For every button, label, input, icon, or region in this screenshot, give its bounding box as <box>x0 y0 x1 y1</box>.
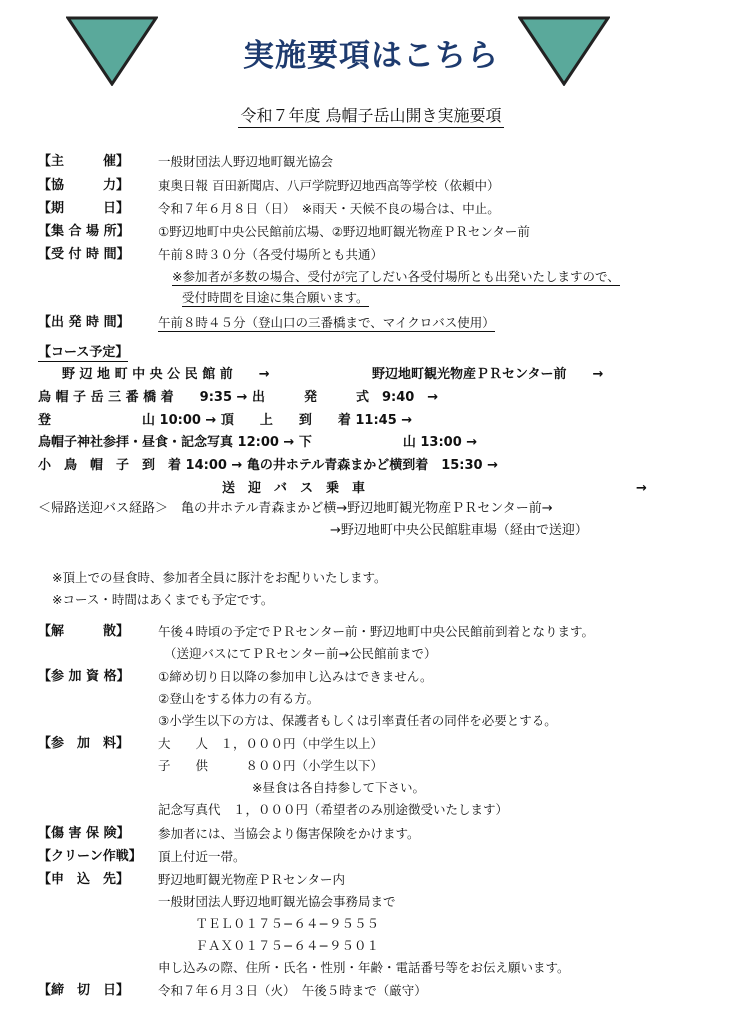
label-qualification: 【参 加 資 格】 <box>38 669 130 684</box>
course-heading: 【コース予定】 <box>38 345 129 360</box>
value-reception-time: 午前８時３０分（各受付場所とも共通） <box>158 247 384 262</box>
value-cooperation: 東奥日報 百田新聞店、八戸学院野辺地西高等学校（依頼中） <box>158 178 500 193</box>
value-meeting-place: ①野辺地町中央公民館前広場、②野辺地町観光物産ＰＲセンター前 <box>158 224 530 239</box>
qualification-3: ③小学生以下の方は、保護者もしくは引率責任者の同伴を必要とする。 <box>158 713 557 728</box>
reception-note-2: 受付時間を目途に集合願います。 <box>182 290 369 305</box>
course-row-6b: → <box>636 481 647 496</box>
banner-heading: 実施要項はこちら <box>243 38 499 74</box>
label-reception-time: 【受 付 時 間】 <box>38 247 130 262</box>
label-insurance: 【傷 害 保 険】 <box>38 826 130 841</box>
course-row-3: 登 山 10:00 → 頂 上 到 着 11:45 → <box>38 413 413 428</box>
course-row-5: 小 鳥 帽 子 到 着 14:00 → 亀の井ホテル青森まかど横到着 15:30 → <box>38 458 498 473</box>
apply-fax: ＦＡＸ０１７５−６４−９５０１ <box>158 938 379 953</box>
course-row-1b: 野辺地町観光物産ＰＲセンター前 → <box>372 367 604 382</box>
qualification-1: ①締め切り日以降の参加申し込みはできません。 <box>158 669 433 684</box>
value-dissolve-1: 午後４時頃の予定でＰＲセンター前・野辺地町中央公民館前到着となります。 <box>158 624 595 639</box>
note-2: ※コース・時間はあくまでも予定です。 <box>52 592 274 607</box>
note-1: ※頂上での昼食時、参加者全員に豚汁をお配りいたします。 <box>52 570 387 585</box>
label-dissolve: 【解 散】 <box>38 624 130 639</box>
apply-line-2: 一般財団法人野辺地町観光協会事務局まで <box>158 894 396 909</box>
value-dissolve-2: （送迎バスにてＰＲセンター前→公民館前まで） <box>164 646 437 661</box>
value-insurance: 参加者には、当協会より傷害保険をかけます。 <box>158 826 420 841</box>
fee-photo: 記念写真代 １，０００円（希望者のみ別途徴受いたします） <box>158 802 509 817</box>
value-departure-time: 午前８時４５分（登山口の三番橋まで、マイクロバス使用） <box>158 315 495 330</box>
label-meeting-place: 【集 合 場 所】 <box>38 224 130 239</box>
course-row-4: 烏帽子神社参拝・昼食・記念写真 12:00 → 下 山 13:00 → <box>38 435 478 450</box>
label-date: 【期 日】 <box>38 201 130 216</box>
label-clean-campaign: 【クリーン作戦】 <box>38 849 142 864</box>
apply-line-5: 申し込みの際、住所・氏名・性別・年齢・電話番号等をお伝え願います。 <box>158 960 570 975</box>
return-route-1: ＜帰路送迎バス経路＞ 亀の井ホテル青森まかど横→野辺地町観光物産ＰＲセンター前→ <box>38 501 553 516</box>
fee-child: 子 供 ８００円（小学生以下） <box>158 758 384 773</box>
apply-tel: ＴＥＬ０１７５−６４−９５５５ <box>158 916 379 931</box>
course-row-1a: 野 辺 地 町 中 央 公 民 館 前 → <box>62 367 270 382</box>
reception-note-1: ※参加者が多数の場合、受付が完了しだい各受付場所とも出発いたしますので、 <box>172 269 620 284</box>
label-departure-time: 【出 発 時 間】 <box>38 315 130 330</box>
qualification-2: ②登山をする体力の有る方。 <box>158 691 320 706</box>
course-row-6a: 送 迎 バ ス 乗 車 <box>222 481 366 496</box>
label-cooperation: 【協 力】 <box>38 178 130 193</box>
return-route-2: →野辺地町中央公民館駐車場（経由で送迎） <box>330 523 588 538</box>
value-clean-campaign: 頂上付近一帯。 <box>158 849 246 864</box>
document-title: 令和７年度 烏帽子岳山開き実施要項 <box>0 103 742 126</box>
course-row-2: 烏 帽 子 岳 三 番 橋 着 9:35 → 出 発 式 9:40 → <box>38 390 439 405</box>
label-apply: 【申 込 先】 <box>38 872 130 887</box>
label-deadline: 【締 切 日】 <box>38 983 130 998</box>
apply-line-1: 野辺地町観光物産ＰＲセンター内 <box>158 872 346 887</box>
value-date: 令和７年６月８日（日） ※雨天・天候不良の場合は、中止。 <box>158 201 500 216</box>
value-organizer: 一般財団法人野辺地町観光協会 <box>158 154 334 169</box>
value-deadline: 令和７年６月３日（火） 午後５時まで（厳守） <box>158 983 427 998</box>
label-fee: 【参 加 料】 <box>38 736 130 751</box>
fee-lunch-note: ※昼食は各自持参して下さい。 <box>252 780 425 795</box>
fee-adult: 大 人 １，０００円（中学生以上） <box>158 736 384 751</box>
label-organizer: 【主 催】 <box>38 154 130 169</box>
